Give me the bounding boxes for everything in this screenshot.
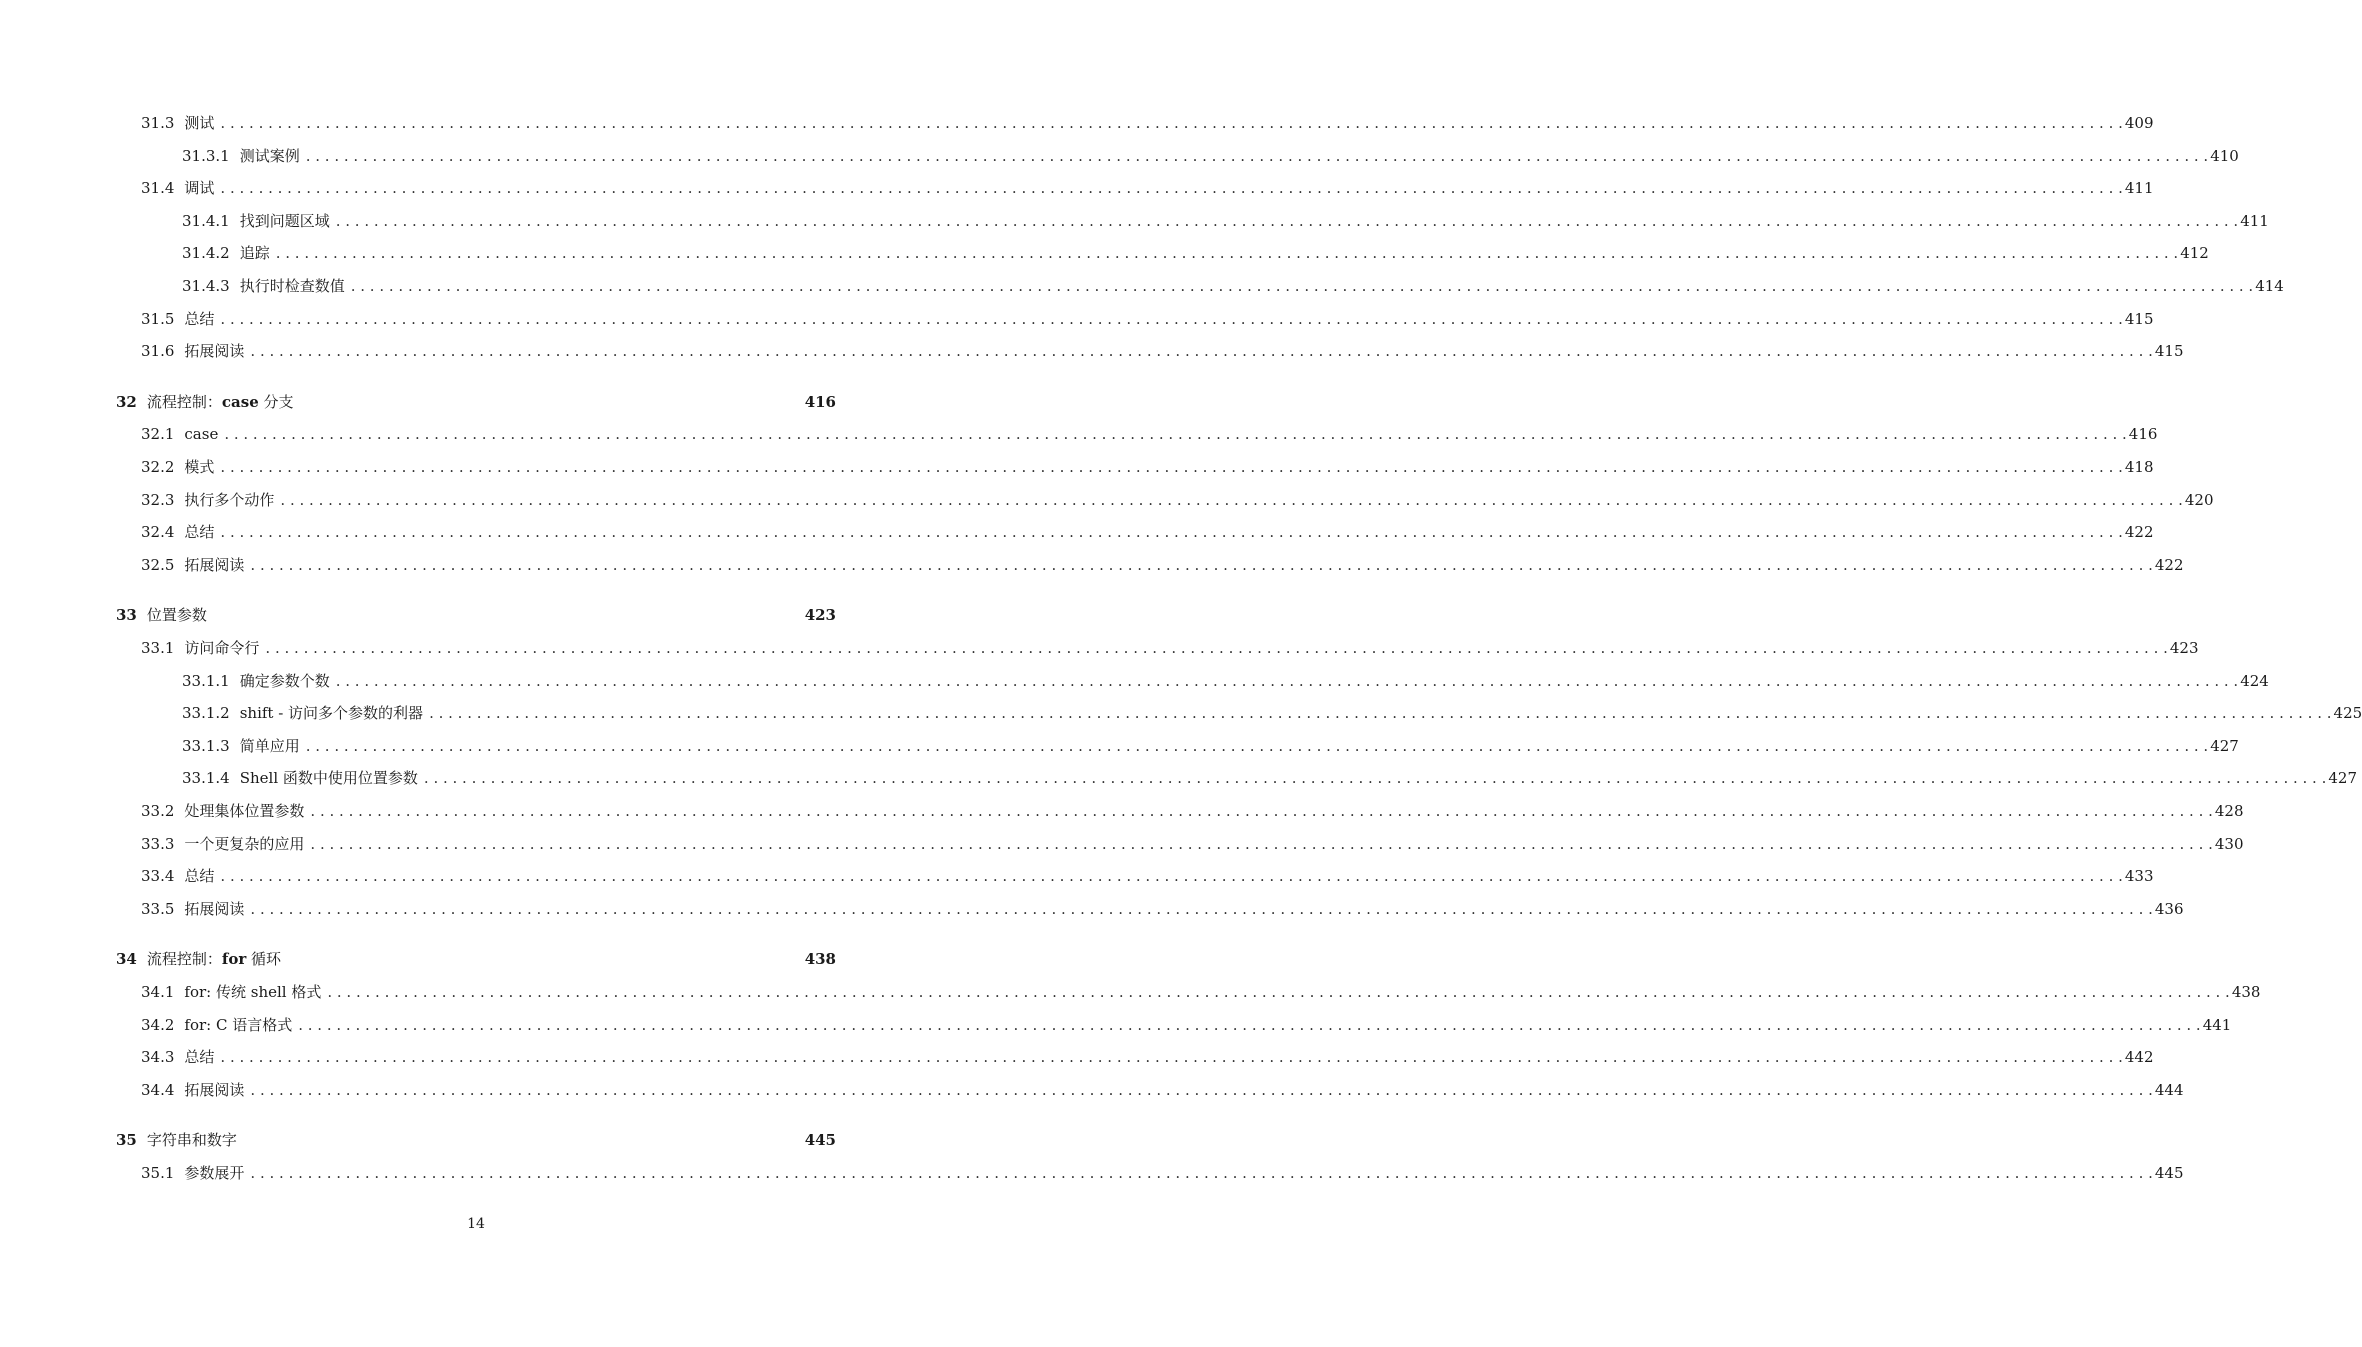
toc-title: 总结	[184, 867, 215, 886]
toc-chapter-entry[interactable]	[0, 947, 836, 971]
toc-section-entry[interactable]	[0, 766, 2358, 790]
toc-title: 处理集体位置参数	[184, 802, 305, 820]
toc-page-number: 418	[2124, 458, 2154, 476]
toc-title: 确定参数个数	[239, 671, 330, 690]
toc-title: 拓展阅读	[184, 555, 245, 574]
toc-title-text: 流程控制：	[146, 950, 222, 969]
toc-number: 32.5	[141, 555, 175, 574]
toc-leader-dots: . . . . . . . . . . . . . . . . . . . . . . . . . . . . . . . . . . . . . . . . . . . . . . . . . . . . . . . . . . . . . . . . . . . . . . . . . . . . . . . . . . . . . . . . . . . . . . . . . . . . . . . . . . . . . . . . . . . . . . . . . . . . . . . . . . . . . . . . . . . . . . . . . . . . . . . . . . . . . . . . . . . . . . . . . . . . . . . . . . . . . . . . . . . . . . . . . . . . . . . .	[429, 704, 2332, 723]
toc-leader-dots: . . . . . . . . . . . . . . . . . . . . . . . . . . . . . . . . . . . . . . . . . . . . . . . . . . . . . . . . . . . . . . . . . . . . . . . . . . . . . . . . . . . . . . . . . . . . . . . . . . . . . . . . . . . . . . . . . . . . . . . . . . . . . . . . . . . . . . . . . . . . . . . . . . . . . . . . . . . . . . . . . . . . . . . . . . . . . . . . . . . . . . . . . . . . . . . . . . . . . . . .	[280, 490, 2183, 509]
toc-number: 34.3	[141, 1048, 175, 1067]
toc-title: 一个更复杂的应用	[184, 834, 305, 853]
toc-section-entry[interactable]	[0, 209, 2269, 233]
toc-section-entry[interactable]	[0, 455, 2154, 479]
toc-section-entry[interactable]	[0, 799, 2244, 823]
toc-title: for: 传统 shell 格式	[184, 983, 322, 1001]
toc-section-entry[interactable]	[0, 241, 2209, 265]
toc-leader-dots: . . . . . . . . . . . . . . . . . . . . . . . . . . . . . . . . . . . . . . . . . . . . . . . . . . . . . . . . . . . . . . . . . . . . . . . . . . . . . . . . . . . . . . . . . . . . . . . . . . . . . . . . . . . . . . . . . . . . . . . . . . . . . . . . . . . . . . . . . . . . . . . . . . . . . . . . . . . . . . . . . . . . . . . . . . . . . . . . . . . . . . . . . . . . . . . . . . . . . . . .	[350, 277, 2254, 295]
toc-number: 33.1.4	[182, 769, 230, 788]
toc-section-entry[interactable]	[0, 701, 2362, 725]
toc-page-number: 441	[2202, 1015, 2232, 1034]
toc-number: 32.1	[141, 425, 175, 444]
toc-title	[147, 1131, 237, 1149]
toc-page-number: 414	[2255, 277, 2284, 295]
toc-number: 31.5	[141, 309, 175, 328]
toc-title: 拓展阅读	[184, 899, 245, 918]
toc-page-number: 427	[2210, 736, 2239, 755]
toc-number: 34.2	[141, 1015, 175, 1034]
toc-number: 32.2	[141, 458, 175, 476]
toc-page-number: 409	[2124, 114, 2154, 132]
toc-title: 模式	[184, 458, 215, 476]
toc-section-entry[interactable]	[0, 488, 2214, 512]
toc-page-number: 410	[2210, 146, 2239, 165]
toc-leader-dots: . . . . . . . . . . . . . . . . . . . . . . . . . . . . . . . . . . . . . . . . . . . . . . . . . . . . . . . . . . . . . . . . . . . . . . . . . . . . . . . . . . . . . . . . . . . . . . . . . . . . . . . . . . . . . . . . . . . . . . . . . . . . . . . . . . . . . . . . . . . . . . . . . . . . . . . . . . . . . . . . . . . . . . . . . . . . . . . . . . . . . . . . . . . . . . . . . . . . . . . .	[310, 802, 2213, 820]
toc-title: 访问命令行	[184, 639, 260, 657]
toc-number: 31.6	[141, 342, 175, 361]
toc-title-keyword: case	[221, 392, 259, 411]
toc-section-entry[interactable]	[0, 980, 2261, 1004]
toc-number: 33.1.2	[182, 704, 230, 723]
toc-number: 32	[116, 392, 137, 411]
toc-title: shift - 访问多个参数的利器	[239, 704, 424, 723]
toc-title: 拓展阅读	[184, 1080, 245, 1099]
toc-chapter-entry[interactable]	[0, 603, 836, 627]
toc-leader-dots: . . . . . . . . . . . . . . . . . . . . . . . . . . . . . . . . . . . . . . . . . . . . . . . . . . . . . . . . . . . . . . . . . . . . . . . . . . . . . . . . . . . . . . . . . . . . . . . . . . . . . . . . . . . . . . . . . . . . . . . . . . . . . . . . . . . . . . . . . . . . . . . . . . . . . . . . . . . . . . . . . . . . . . . . . . . . . . . . . . . . . . . . . . . . . . . . . . . . . . . .	[335, 211, 2239, 230]
toc-title: for: C 语言格式	[184, 1015, 293, 1034]
toc-section-entry[interactable]	[0, 144, 2239, 168]
toc-page-number: 436	[2154, 899, 2184, 918]
toc-number: 31.3	[141, 114, 175, 132]
toc-section-entry[interactable]	[0, 111, 2154, 135]
toc-page-number: 438	[804, 950, 836, 969]
toc-leader-dots: . . . . . . . . . . . . . . . . . . . . . . . . . . . . . . . . . . . . . . . . . . . . . . . . . . . . . . . . . . . . . . . . . . . . . . . . . . . . . . . . . . . . . . . . . . . . . . . . . . . . . . . . . . . . . . . . . . . . . . . . . . . . . . . . . . . . . . . . . . . . . . . . . . . . . . . . . . . . . . . . . . . . . . . . . . . . . . . . . . . . . . . . . . . . . . . . . . . . . . . .	[220, 179, 2123, 198]
toc-title: 拓展阅读	[184, 342, 245, 361]
toc-leader-dots: . . . . . . . . . . . . . . . . . . . . . . . . . . . . . . . . . . . . . . . . . . . . . . . . . . . . . . . . . . . . . . . . . . . . . . . . . . . . . . . . . . . . . . . . . . . . . . . . . . . . . . . . . . . . . . . . . . . . . . . . . . . . . . . . . . . . . . . . . . . . . . . . . . . . . . . . . . . . . . . . . . . . . . . . . . . . . . . . . . . . . . . . . . . . . . . . . . . . . . . .	[220, 114, 2123, 132]
toc-title: 简单应用	[239, 736, 300, 755]
toc-title: 测试	[184, 114, 215, 132]
toc-title: 调试	[184, 179, 215, 198]
toc-title: case	[184, 425, 219, 444]
toc-title: 测试案例	[239, 146, 300, 165]
toc-leader-dots: . . . . . . . . . . . . . . . . . . . . . . . . . . . . . . . . . . . . . . . . . . . . . . . . . . . . . . . . . . . . . . . . . . . . . . . . . . . . . . . . . . . . . . . . . . . . . . . . . . . . . . . . . . . . . . . . . . . . . . . . . . . . . . . . . . . . . . . . . . . . . . . . . . . . . . . . . . . . . . . . . . . . . . . . . . . . . . . . . . . . . . . . . . . . . . . . . . . . . . . .	[220, 309, 2123, 328]
toc-number: 33	[116, 606, 137, 625]
toc-page-number: 420	[2184, 490, 2214, 509]
toc-leader-dots: . . . . . . . . . . . . . . . . . . . . . . . . . . . . . . . . . . . . . . . . . . . . . . . . . . . . . . . . . . . . . . . . . . . . . . . . . . . . . . . . . . . . . . . . . . . . . . . . . . . . . . . . . . . . . . . . . . . . . . . . . . . . . . . . . . . . . . . . . . . . . . . . . . . . . . . . . . . . . . . . . . . . . . . . . . . . . . . . . . . . . . . . . . . . . . . . . . . . . . . .	[250, 899, 2153, 918]
toc-leader-dots: . . . . . . . . . . . . . . . . . . . . . . . . . . . . . . . . . . . . . . . . . . . . . . . . . . . . . . . . . . . . . . . . . . . . . . . . . . . . . . . . . . . . . . . . . . . . . . . . . . . . . . . . . . . . . . . . . . . . . . . . . . . . . . . . . . . . . . . . . . . . . . . . . . . . . . . . . . . . . . . . . . . . . . . . . . . . . . . . . . . . . . . . . . . . . . . . . . . . . . . .	[275, 244, 2179, 263]
toc-section-entry[interactable]	[0, 864, 2154, 888]
toc-title	[147, 393, 294, 411]
toc-section-entry[interactable]	[0, 176, 2154, 200]
toc-title-text: 字符串和数字	[146, 1131, 237, 1150]
toc-page-number: 422	[2124, 523, 2154, 542]
toc-section-entry[interactable]	[0, 897, 2184, 921]
toc-title: 执行时检查数值	[239, 277, 345, 295]
toc-number: 33.5	[141, 899, 175, 918]
toc-page-number: 423	[804, 606, 836, 625]
toc-page-number: 433	[2124, 867, 2154, 886]
toc-title-text: 位置参数	[146, 606, 207, 625]
toc-number: 31.4	[141, 179, 175, 198]
toc-leader-dots: . . . . . . . . . . . . . . . . . . . . . . . . . . . . . . . . . . . . . . . . . . . . . . . . . . . . . . . . . . . . . . . . . . . . . . . . . . . . . . . . . . . . . . . . . . . . . . . . . . . . . . . . . . . . . . . . . . . . . . . . . . . . . . . . . . . . . . . . . . . . . . . . . . . . . . . . . . . . . . . . . . . . . . . . . . . . . . . . . . . . . . . . . . . . . . . . . . . . . . . .	[224, 425, 2127, 444]
toc-number: 33.1	[141, 639, 175, 657]
toc-leader-dots: . . . . . . . . . . . . . . . . . . . . . . . . . . . . . . . . . . . . . . . . . . . . . . . . . . . . . . . . . . . . . . . . . . . . . . . . . . . . . . . . . . . . . . . . . . . . . . . . . . . . . . . . . . . . . . . . . . . . . . . . . . . . . . . . . . . . . . . . . . . . . . . . . . . . . . . . . . . . . . . . . . . . . . . . . . . . . . . . . . . . . . . . . . . . . . . . . . . . . . . .	[250, 1080, 2153, 1099]
toc-number: 33.1.1	[182, 671, 230, 690]
toc-section-entry[interactable]	[0, 274, 2284, 298]
toc-page-number: 428	[2214, 802, 2244, 820]
toc-leader-dots: . . . . . . . . . . . . . . . . . . . . . . . . . . . . . . . . . . . . . . . . . . . . . . . . . . . . . . . . . . . . . . . . . . . . . . . . . . . . . . . . . . . . . . . . . . . . . . . . . . . . . . . . . . . . . . . . . . . . . . . . . . . . . . . . . . . . . . . . . . . . . . . . . . . . . . . . . . . . . . . . . . . . . . . . . . . . . . . . . . . . . . . . . . . . . . . . . . . . . . . .	[305, 736, 2209, 755]
toc-leader-dots: . . . . . . . . . . . . . . . . . . . . . . . . . . . . . . . . . . . . . . . . . . . . . . . . . . . . . . . . . . . . . . . . . . . . . . . . . . . . . . . . . . . . . . . . . . . . . . . . . . . . . . . . . . . . . . . . . . . . . . . . . . . . . . . . . . . . . . . . . . . . . . . . . . . . . . . . . . . . . . . . . . . . . . . . . . . . . . . . . . . . . . . . . . . . . . . . . . . . . . . .	[310, 834, 2213, 853]
toc-number: 33.1.3	[182, 736, 230, 755]
toc-leader-dots: . . . . . . . . . . . . . . . . . . . . . . . . . . . . . . . . . . . . . . . . . . . . . . . . . . . . . . . . . . . . . . . . . . . . . . . . . . . . . . . . . . . . . . . . . . . . . . . . . . . . . . . . . . . . . . . . . . . . . . . . . . . . . . . . . . . . . . . . . . . . . . . . . . . . . . . . . . . . . . . . . . . . . . . . . . . . . . . . . . . . . . . . . . . . . . . . . . . . . . . .	[327, 983, 2230, 1001]
toc-number: 33.3	[141, 834, 175, 853]
toc-title: 参数展开	[184, 1164, 245, 1182]
toc-section-entry[interactable]	[0, 832, 2244, 856]
toc-section-entry[interactable]	[0, 1013, 2232, 1037]
toc-title	[147, 606, 207, 624]
toc-title-text: 循环	[246, 950, 282, 969]
toc-page-number: 430	[2214, 834, 2244, 853]
toc-chapter-entry[interactable]	[0, 1128, 836, 1152]
toc-number: 33.4	[141, 867, 175, 886]
toc-page-number: 427	[2328, 769, 2358, 788]
toc-page-number: 423	[2169, 639, 2199, 657]
toc-number: 34.4	[141, 1080, 175, 1099]
toc-title: 总结	[184, 309, 215, 328]
toc-page-number: 425	[2333, 704, 2362, 723]
toc-leader-dots: . . . . . . . . . . . . . . . . . . . . . . . . . . . . . . . . . . . . . . . . . . . . . . . . . . . . . . . . . . . . . . . . . . . . . . . . . . . . . . . . . . . . . . . . . . . . . . . . . . . . . . . . . . . . . . . . . . . . . . . . . . . . . . . . . . . . . . . . . . . . . . . . . . . . . . . . . . . . . . . . . . . . . . . . . . . . . . . . . . . . . . . . . . . . . . . . . . . . . . . .	[423, 769, 2327, 788]
toc-section-entry[interactable]	[0, 520, 2154, 544]
toc-title: 追踪	[239, 244, 270, 263]
toc-page-number: 442	[2124, 1048, 2154, 1067]
toc-number: 31.3.1	[182, 146, 230, 165]
toc-page-number: 444	[2154, 1080, 2184, 1099]
toc-title: Shell 函数中使用位置参数	[239, 769, 418, 788]
toc-section-entry[interactable]	[0, 1045, 2154, 1069]
toc-page-number: 416	[804, 392, 836, 411]
toc-title-keyword: for	[221, 950, 247, 969]
toc-leader-dots: . . . . . . . . . . . . . . . . . . . . . . . . . . . . . . . . . . . . . . . . . . . . . . . . . . . . . . . . . . . . . . . . . . . . . . . . . . . . . . . . . . . . . . . . . . . . . . . . . . . . . . . . . . . . . . . . . . . . . . . . . . . . . . . . . . . . . . . . . . . . . . . . . . . . . . . . . . . . . . . . . . . . . . . . . . . . . . . . . . . . . . . . . . . . . . . . . . . . . . . .	[220, 458, 2123, 476]
toc-number: 31.4.3	[182, 277, 230, 295]
toc-page-number: 445	[804, 1131, 836, 1150]
toc-page-number: 424	[2240, 671, 2269, 690]
toc-number: 35.1	[141, 1164, 175, 1182]
toc-leader-dots: . . . . . . . . . . . . . . . . . . . . . . . . . . . . . . . . . . . . . . . . . . . . . . . . . . . . . . . . . . . . . . . . . . . . . . . . . . . . . . . . . . . . . . . . . . . . . . . . . . . . . . . . . . . . . . . . . . . . . . . . . . . . . . . . . . . . . . . . . . . . . . . . . . . . . . . . . . . . . . . . . . . . . . . . . . . . . . . . . . . . . . . . . . . . . . . . . . . . . . . .	[250, 555, 2153, 574]
toc-number: 31.4.1	[182, 211, 230, 230]
toc-leader-dots: . . . . . . . . . . . . . . . . . . . . . . . . . . . . . . . . . . . . . . . . . . . . . . . . . . . . . . . . . . . . . . . . . . . . . . . . . . . . . . . . . . . . . . . . . . . . . . . . . . . . . . . . . . . . . . . . . . . . . . . . . . . . . . . . . . . . . . . . . . . . . . . . . . . . . . . . . . . . . . . . . . . . . . . . . . . . . . . . . . . . . . . . . . . . . . . . . . . . . . . .	[220, 1048, 2123, 1067]
toc-title: 总结	[184, 523, 215, 542]
page-number: 14	[467, 1216, 485, 1232]
toc-page-number: 415	[2154, 342, 2184, 361]
toc-title-text: 分支	[258, 392, 294, 411]
toc-number: 33.2	[141, 802, 175, 820]
toc-leader-dots: . . . . . . . . . . . . . . . . . . . . . . . . . . . . . . . . . . . . . . . . . . . . . . . . . . . . . . . . . . . . . . . . . . . . . . . . . . . . . . . . . . . . . . . . . . . . . . . . . . . . . . . . . . . . . . . . . . . . . . . . . . . . . . . . . . . . . . . . . . . . . . . . . . . . . . . . . . . . . . . . . . . . . . . . . . . . . . . . . . . . . . . . . . . . . . . . . . . . . . . .	[250, 1164, 2153, 1182]
toc-section-entry[interactable]	[0, 339, 2184, 363]
toc-number: 31.4.2	[182, 244, 230, 263]
toc-leader-dots: . . . . . . . . . . . . . . . . . . . . . . . . . . . . . . . . . . . . . . . . . . . . . . . . . . . . . . . . . . . . . . . . . . . . . . . . . . . . . . . . . . . . . . . . . . . . . . . . . . . . . . . . . . . . . . . . . . . . . . . . . . . . . . . . . . . . . . . . . . . . . . . . . . . . . . . . . . . . . . . . . . . . . . . . . . . . . . . . . . . . . . . . . . . . . . . . . . . . . . . .	[220, 523, 2123, 542]
toc-page-number: 422	[2154, 555, 2184, 574]
toc-section-entry[interactable]	[0, 1161, 2184, 1185]
toc-leader-dots: . . . . . . . . . . . . . . . . . . . . . . . . . . . . . . . . . . . . . . . . . . . . . . . . . . . . . . . . . . . . . . . . . . . . . . . . . . . . . . . . . . . . . . . . . . . . . . . . . . . . . . . . . . . . . . . . . . . . . . . . . . . . . . . . . . . . . . . . . . . . . . . . . . . . . . . . . . . . . . . . . . . . . . . . . . . . . . . . . . . . . . . . . . . . . . . . . . . . . . . .	[298, 1015, 2201, 1034]
toc-section-entry[interactable]	[0, 307, 2154, 331]
toc-page-number: 416	[2128, 425, 2158, 444]
toc-page-number: 438	[2231, 983, 2261, 1001]
toc-title-text: 流程控制：	[146, 392, 222, 411]
toc-number: 34.1	[141, 983, 175, 1001]
toc-section-entry[interactable]	[0, 422, 2158, 446]
toc-chapter-entry[interactable]	[0, 390, 836, 414]
toc-page-number: 411	[2240, 211, 2269, 230]
toc-leader-dots: . . . . . . . . . . . . . . . . . . . . . . . . . . . . . . . . . . . . . . . . . . . . . . . . . . . . . . . . . . . . . . . . . . . . . . . . . . . . . . . . . . . . . . . . . . . . . . . . . . . . . . . . . . . . . . . . . . . . . . . . . . . . . . . . . . . . . . . . . . . . . . . . . . . . . . . . . . . . . . . . . . . . . . . . . . . . . . . . . . . . . . . . . . . . . . . . . . . . . . . .	[305, 146, 2209, 165]
toc-leader-dots: . . . . . . . . . . . . . . . . . . . . . . . . . . . . . . . . . . . . . . . . . . . . . . . . . . . . . . . . . . . . . . . . . . . . . . . . . . . . . . . . . . . . . . . . . . . . . . . . . . . . . . . . . . . . . . . . . . . . . . . . . . . . . . . . . . . . . . . . . . . . . . . . . . . . . . . . . . . . . . . . . . . . . . . . . . . . . . . . . . . . . . . . . . . . . . . . . . . . . . . .	[265, 639, 2168, 657]
toc-section-entry[interactable]	[0, 553, 2184, 577]
toc-section-entry[interactable]	[0, 669, 2269, 693]
toc-section-entry[interactable]	[0, 1078, 2184, 1102]
toc-title: 找到问题区域	[239, 211, 330, 230]
toc-section-entry[interactable]	[0, 636, 2199, 660]
toc-page-number: 412	[2180, 244, 2209, 263]
toc-number: 35	[116, 1131, 137, 1150]
toc-leader-dots: . . . . . . . . . . . . . . . . . . . . . . . . . . . . . . . . . . . . . . . . . . . . . . . . . . . . . . . . . . . . . . . . . . . . . . . . . . . . . . . . . . . . . . . . . . . . . . . . . . . . . . . . . . . . . . . . . . . . . . . . . . . . . . . . . . . . . . . . . . . . . . . . . . . . . . . . . . . . . . . . . . . . . . . . . . . . . . . . . . . . . . . . . . . . . . . . . . . . . . . .	[335, 671, 2239, 690]
toc-number: 32.4	[141, 523, 175, 542]
toc-leader-dots: . . . . . . . . . . . . . . . . . . . . . . . . . . . . . . . . . . . . . . . . . . . . . . . . . . . . . . . . . . . . . . . . . . . . . . . . . . . . . . . . . . . . . . . . . . . . . . . . . . . . . . . . . . . . . . . . . . . . . . . . . . . . . . . . . . . . . . . . . . . . . . . . . . . . . . . . . . . . . . . . . . . . . . . . . . . . . . . . . . . . . . . . . . . . . . . . . . . . . . . .	[250, 342, 2153, 361]
toc-title: 总结	[184, 1048, 215, 1067]
toc-number: 34	[116, 950, 137, 969]
toc-title	[147, 950, 281, 968]
toc-section-entry[interactable]	[0, 734, 2239, 758]
toc-title: 执行多个动作	[184, 490, 275, 509]
toc-page-number: 415	[2124, 309, 2154, 328]
toc-leader-dots: . . . . . . . . . . . . . . . . . . . . . . . . . . . . . . . . . . . . . . . . . . . . . . . . . . . . . . . . . . . . . . . . . . . . . . . . . . . . . . . . . . . . . . . . . . . . . . . . . . . . . . . . . . . . . . . . . . . . . . . . . . . . . . . . . . . . . . . . . . . . . . . . . . . . . . . . . . . . . . . . . . . . . . . . . . . . . . . . . . . . . . . . . . . . . . . . . . . . . . . .	[220, 867, 2123, 886]
toc-number: 32.3	[141, 490, 175, 509]
toc-page-number: 411	[2124, 179, 2154, 198]
toc-page-number: 445	[2154, 1164, 2184, 1182]
